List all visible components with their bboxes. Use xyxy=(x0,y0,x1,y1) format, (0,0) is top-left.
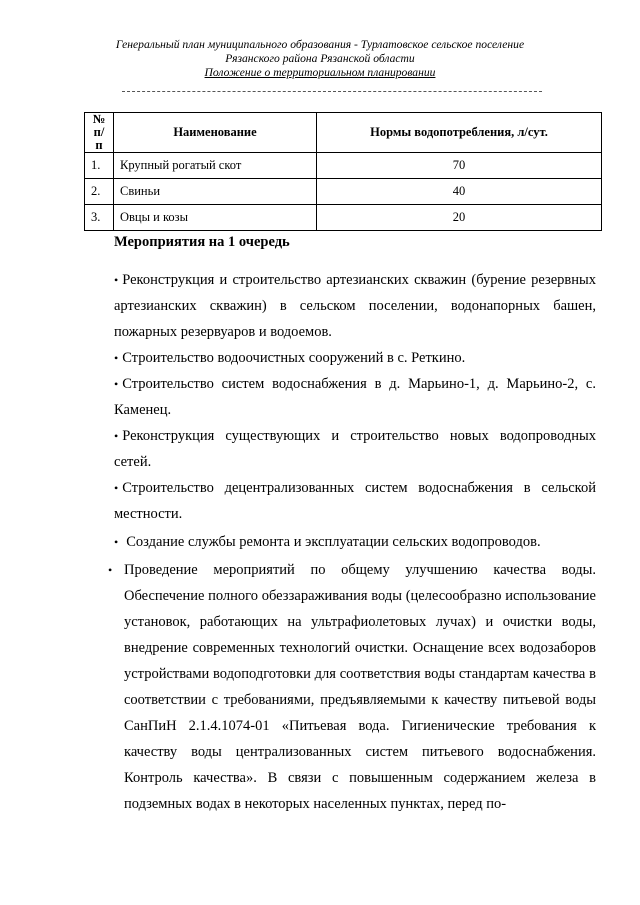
section-title: Мероприятия на 1 очередь xyxy=(114,234,290,250)
list-item xyxy=(114,267,596,345)
table-row xyxy=(85,179,602,205)
column-header-num: № п/п xyxy=(85,113,114,153)
row-name: Крупный рогатый скот xyxy=(114,153,317,179)
bullet-icon: • xyxy=(114,377,119,391)
list-item-text: Реконструкция существующих и строительство новых водопроводных сетей. xyxy=(114,428,596,470)
bullet-icon: • xyxy=(114,351,119,365)
list-item-text: Проведение мероприятий по общему улучшению качества воды. Обеспечение полного обеззараживания воды (целесообразно использование установок, работающих на ультрафиолетовых лучах) и очистки воды, внедрение современных технологий очистки. Оснащение всех водозаборов устройствами водоподготовки для соответствия воды стандартам качества в соответствии с требованиями, предъявляемыми к качеству питьевой воды СанПиН 2.1.4.1074-01 «Питьевая вода. Гигиенические требования к качеству воды централизованных систем питьевого водоснабжения. Контроль качества». В связи с повышенным содержанием железа в подземных водах в некоторых населенных пунктах, перед по- xyxy=(124,562,596,812)
bullet-icon: • xyxy=(108,563,113,577)
table-row xyxy=(85,205,602,231)
measures-list xyxy=(108,267,596,832)
list-item xyxy=(114,371,596,423)
list-item xyxy=(114,475,596,527)
row-value: 70 xyxy=(317,153,602,179)
column-header-norm: Нормы водопотребления, л/сут. xyxy=(317,113,602,153)
row-value: 40 xyxy=(317,179,602,205)
list-item-text: Создание службы ремонта и эксплуатации сельских водопроводов. xyxy=(126,534,541,550)
column-header-name: Наименование xyxy=(114,113,317,153)
list-item-text: Реконструкция и строительство артезианских скважин (бурение резервных артезианских скважин) в сельском поселении, водонапорных башен, пожарных резервуаров и водоемов. xyxy=(114,272,596,340)
header-line-1: Генеральный план муниципального образования - Турлатовское сельское поселение xyxy=(115,38,525,51)
row-number: 2. xyxy=(85,179,114,205)
row-number: 1. xyxy=(85,153,114,179)
document-header xyxy=(110,38,530,80)
list-item-text: Строительство децентрализованных систем водоснабжения в сельской местности. xyxy=(114,480,596,522)
list-item-text: Строительство водоочистных сооружений в с. Реткино. xyxy=(122,350,466,366)
water-norms-table xyxy=(84,112,602,231)
list-item xyxy=(114,423,596,475)
row-number: 3. xyxy=(85,205,114,231)
header-line-3: Положение о территориальном планировании xyxy=(204,66,436,79)
header-line-2: Рязанского района Рязанской области xyxy=(225,52,415,65)
table-row xyxy=(85,153,602,179)
bullet-icon: • xyxy=(114,429,119,443)
list-item xyxy=(114,345,596,371)
bullet-icon: • xyxy=(114,535,119,549)
list-item xyxy=(108,557,596,817)
list-item-text: Строительство систем водоснабжения в д. Марьино-1, д. Марьино-2, с. Каменец. xyxy=(114,376,596,418)
table-header-row xyxy=(85,113,602,153)
row-name: Свиньи xyxy=(114,179,317,205)
list-item xyxy=(114,529,596,555)
row-value: 20 xyxy=(317,205,602,231)
row-name: Овцы и козы xyxy=(114,205,317,231)
header-divider xyxy=(122,91,542,92)
bullet-icon: • xyxy=(114,481,119,495)
bullet-icon: • xyxy=(114,273,119,287)
